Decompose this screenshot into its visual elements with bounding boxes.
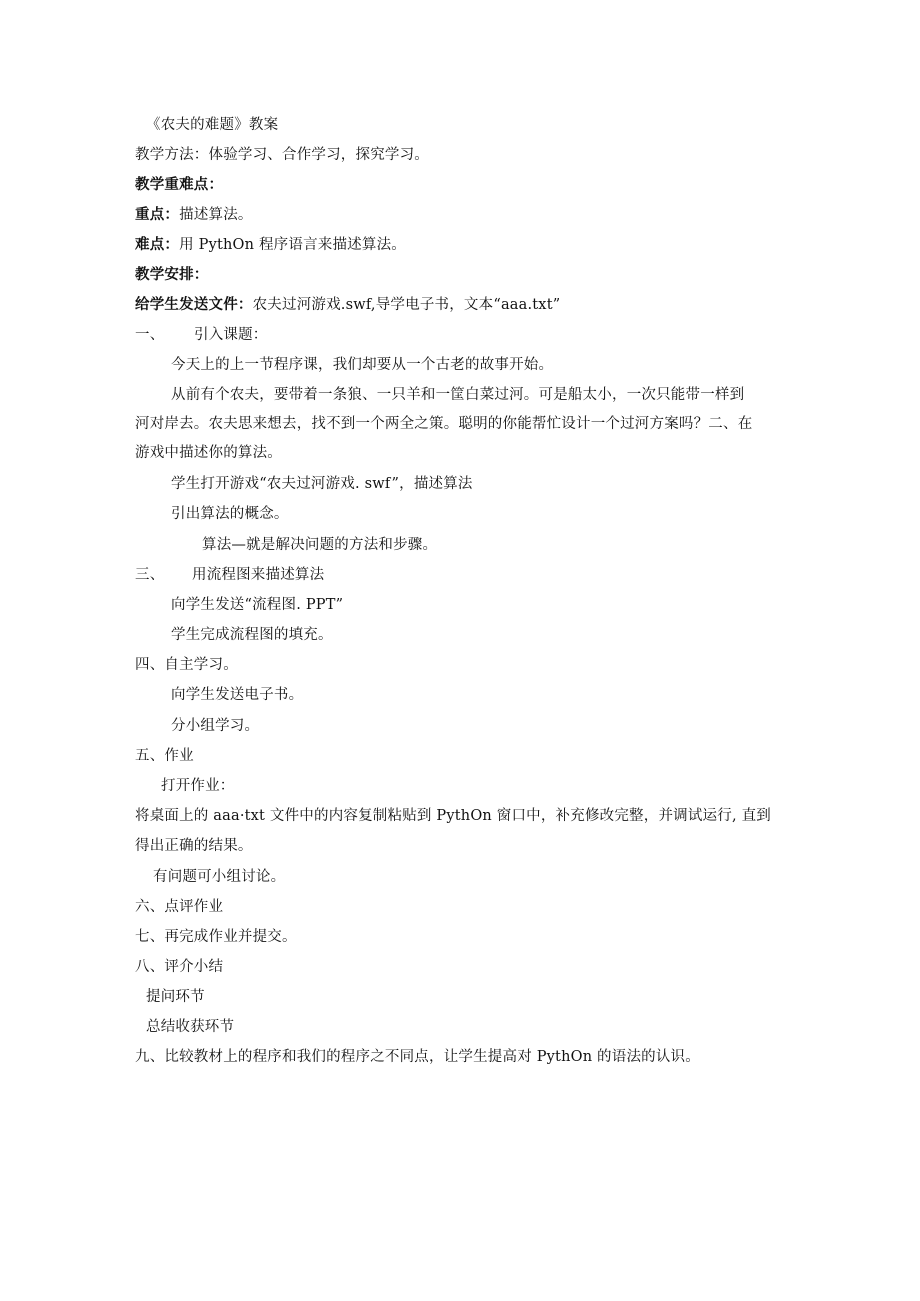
section-2-para-1: 学生打开游戏“农夫过河游戏. swf”，描述算法 [171,476,473,492]
arrangement-heading: 教学安排： [135,266,209,283]
section-1-para-2-line-1: 从前有个农夫，要带着一条狼、一只羊和一筐白菜过河。可是船太小，一次只能带一样到 [171,387,745,403]
difficulty-label: 难点： [135,236,180,253]
section-4-title: 四、自主学习。 [135,657,238,673]
section-5-para-3: 有问题可小组讨论。 [153,869,286,885]
send-files-text: 农夫过河游戏.swf,导学电子书，文本“aaa.txt” [252,297,561,313]
key-point-text: 描述算法。 [179,207,253,223]
section-3-number: 三、 [135,567,165,583]
section-8-title: 八、评介小结 [135,959,224,975]
section-1-title: 引入课题： [194,327,268,343]
section-7-title: 七、再完成作业并提交。 [135,929,297,945]
section-1-para-1: 今天上的上一节程序课，我们却要从一个古老的故事开始。 [171,357,554,373]
section-6-title: 六、点评作业 [135,899,224,915]
section-8-para-2: 总结收获环节 [146,1019,235,1035]
teaching-method: 教学方法：体验学习、合作学习，探究学习。 [135,147,429,163]
key-point [135,205,253,225]
section-1-para-2-line-2: 河对岸去。农夫思来想去，找不到一个两全之策。聪明的你能帮忙设计一个过河方案吗？二、在 [135,416,753,432]
send-files [135,295,560,315]
section-5-title: 五、作业 [135,748,194,764]
section-3-title: 用流程图来描述算法 [192,567,325,583]
section-5-para-2-line-2: 得出正确的结果。 [135,838,253,854]
send-files-label: 给学生发送文件： [135,296,253,313]
difficulty-point [135,235,406,255]
difficulty-text: 用 PythOn 程序语言来描述算法。 [179,237,406,253]
section-4-para-1: 向学生发送电子书。 [171,687,304,703]
section-5-para-1: 打开作业： [161,778,235,794]
section-3-para-2: 学生完成流程图的填充。 [171,627,333,643]
section-9-title: 九、比较教材上的程序和我们的程序之不同点，让学生提高对 PythOn 的语法的认识。 [135,1049,700,1065]
key-difficulty-heading: 教学重难点： [135,176,224,193]
section-2-para-2: 引出算法的概念。 [171,506,289,522]
doc-title: 《农夫的难题》教案 [146,117,279,133]
key-point-label: 重点： [135,206,180,223]
section-1-para-2-line-3: 游戏中描述你的算法。 [135,445,282,461]
section-8-para-1: 提问环节 [146,989,205,1005]
section-4-para-2: 分小组学习。 [171,718,260,734]
section-2-para-3: 算法—就是解决问题的方法和步骤。 [202,537,438,553]
section-5-para-2-line-1: 将桌面上的 aaa·txt 文件中的内容复制粘贴到 PythOn 窗口中，补充修改完整，并调试运行, 直到 [135,808,771,824]
section-3-para-1: 向学生发送“流程图. PPT” [171,597,344,613]
section-1-number: 一、 [135,327,165,343]
